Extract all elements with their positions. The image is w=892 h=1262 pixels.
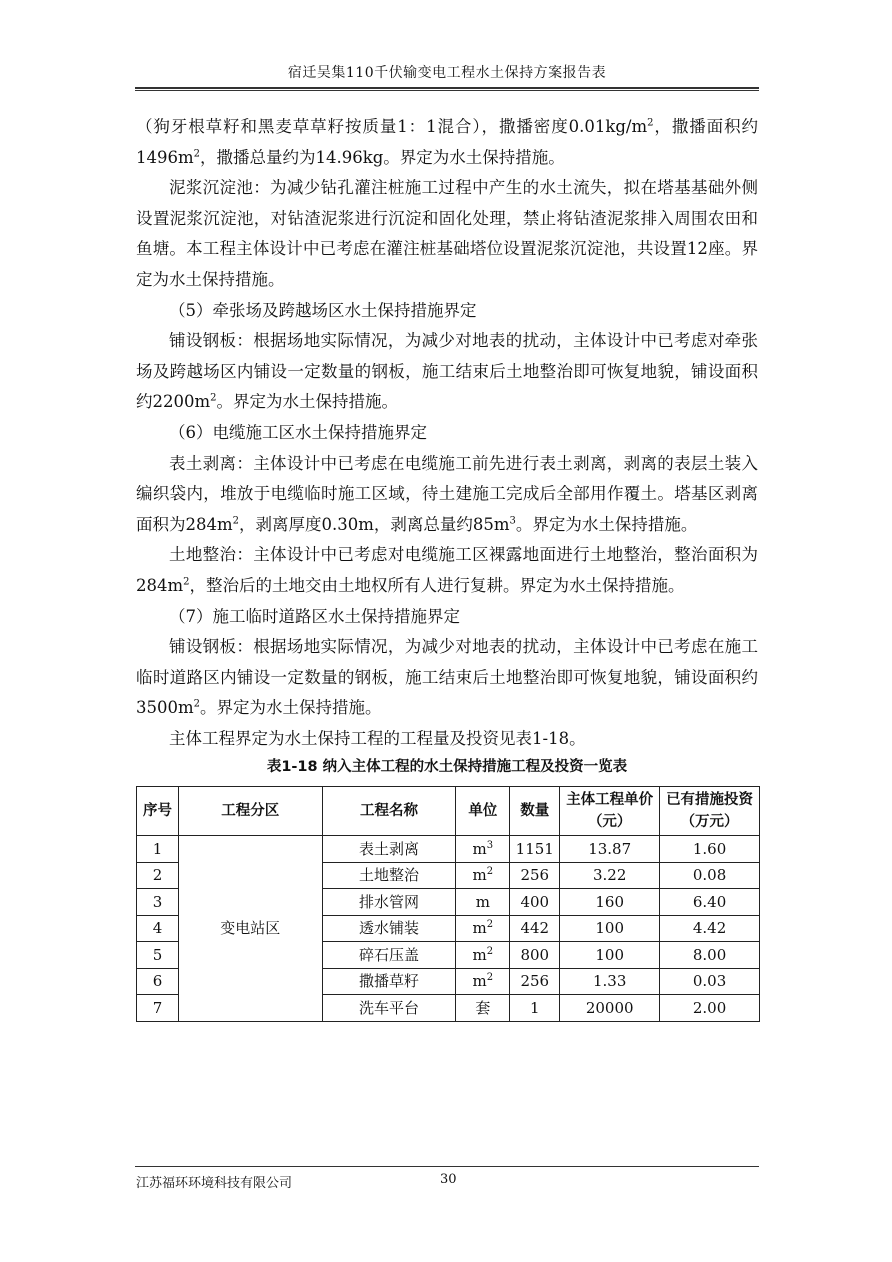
- cell-invest: 4.42: [660, 915, 760, 942]
- cell-price: 13.87: [560, 836, 660, 863]
- unit-superscript: 2: [486, 972, 494, 984]
- unit-text: m: [472, 945, 487, 964]
- paragraph-steel-plate-2: 铺设钢板：根据场地实际情况，为减少对地表的扰动，主体设计中已考虑在施工临时道路区内铺设一定数量的钢板，施工结束后土地整治即可恢复地貌，铺设面积约$3500m^2$。界定为水土保持措施。: [136, 637, 758, 718]
- paragraph-table-intro: 主体工程界定为水土保持工程的工程量及投资见表1-18。: [169, 728, 586, 748]
- cell-invest: 2.00: [660, 995, 760, 1022]
- cell-no: 2: [137, 862, 179, 889]
- unit-text: m: [472, 972, 487, 991]
- header-rule: [135, 87, 759, 89]
- cell-area: 变电站区: [178, 836, 322, 1022]
- paragraph-steel-plate-1: 铺设钢板：根据场地实际情况，为减少对地表的扰动，主体设计中已考虑对牵张场及跨越场区内铺设一定数量的钢板，施工结束后土地整治即可恢复地貌，铺设面积约$2200m^2$。界定为水土保持措施。: [136, 331, 758, 412]
- cell-unit: [456, 942, 510, 969]
- cell-no: 6: [137, 968, 179, 995]
- cell-name: 碎石压盖: [322, 942, 456, 969]
- col-header-invest: 已有措施投资（万元）: [660, 787, 760, 836]
- unit-text: m: [472, 866, 487, 885]
- cell-price: 160: [560, 889, 660, 916]
- cell-name: 洗车平台: [322, 995, 456, 1022]
- cell-name: 排水管网: [322, 889, 456, 916]
- cell-unit: [456, 862, 510, 889]
- cell-invest: 1.60: [660, 836, 760, 863]
- cell-qty: 256: [510, 862, 560, 889]
- cell-qty: 1: [510, 995, 560, 1022]
- section-heading-5: （5）牵张场及跨越场区水土保持措施界定: [169, 300, 477, 320]
- cell-qty: 442: [510, 915, 560, 942]
- cell-price: 100: [560, 915, 660, 942]
- cell-invest: 0.03: [660, 968, 760, 995]
- cell-unit: [456, 889, 510, 916]
- unit-superscript: 3: [486, 839, 494, 851]
- paragraph-land-reclaim: 土地整治：主体设计中已考虑对电缆施工区裸露地面进行土地整治，整治面积为$284m^2$，整治后的土地交由土地权所有人进行复耕。界定为水土保持措施。: [136, 545, 758, 595]
- col-header-area: 工程分区: [178, 787, 322, 836]
- col-header-no: 序号: [137, 787, 179, 836]
- paragraph-topsoil: 表土剥离：主体设计中已考虑在电缆施工前先进行表土剥离，剥离的表层土装入编织袋内，堆放于电缆临时施工区域，待土建施工完成后全部用作覆土。塔基区剥离面积为$284m^2$，剥离厚度0.30m，剥离总量约$85m^3$。界定为水土保持措施。: [136, 453, 758, 534]
- footer-rule: [135, 1166, 759, 1167]
- unit-superscript: 2: [486, 919, 494, 931]
- cell-unit: [456, 968, 510, 995]
- paragraph-mud-pool: 泥浆沉淀池：为减少钻孔灌注桩施工过程中产生的水土流失，拟在塔基基础外侧设置泥浆沉淀池，对钻渣泥浆进行沉淀和固化处理，禁止将钻渣泥浆排入周围农田和鱼塘。本工程主体设计中已考虑在灌注桩基础塔位设置泥浆沉淀池，共设置12座。界定为水土保持措施。: [136, 178, 758, 289]
- cell-name: 撒播草籽: [322, 968, 456, 995]
- cell-name: 透水铺装: [322, 915, 456, 942]
- section-heading-7: （7）施工临时道路区水土保持措施界定: [169, 606, 460, 626]
- document-body: [136, 112, 758, 1022]
- cell-qty: 800: [510, 942, 560, 969]
- cell-qty: 1151: [510, 836, 560, 863]
- col-header-qty: 数量: [510, 787, 560, 836]
- cell-unit: [456, 836, 510, 863]
- cell-no: 3: [137, 889, 179, 916]
- col-header-price: 主体工程单价（元）: [560, 787, 660, 836]
- cell-price: 3.22: [560, 862, 660, 889]
- footer-company: 江苏福环环境科技有限公司: [136, 1176, 293, 1191]
- cell-unit: [456, 995, 510, 1022]
- investment-table: [136, 786, 760, 1022]
- table-caption: 表1-18 纳入主体工程的水土保持措施工程及投资一览表: [266, 759, 628, 776]
- cell-price: 1.33: [560, 968, 660, 995]
- cell-no: 7: [137, 995, 179, 1022]
- unit-superscript: 2: [486, 945, 494, 957]
- col-header-unit: 单位: [456, 787, 510, 836]
- cell-no: 4: [137, 915, 179, 942]
- table-header-row: [137, 787, 760, 836]
- page-header-title: 宿迁吴集110千伏输变电工程水土保持方案报告表: [287, 65, 607, 81]
- unit-superscript: 2: [486, 866, 494, 878]
- section-heading-6: （6）电缆施工区水土保持措施界定: [169, 422, 427, 442]
- cell-name: 表土剥离: [322, 836, 456, 863]
- cell-invest: 8.00: [660, 942, 760, 969]
- cell-qty: 256: [510, 968, 560, 995]
- unit-text: m: [472, 919, 487, 938]
- cell-price: 20000: [560, 995, 660, 1022]
- cell-name: 土地整治: [322, 862, 456, 889]
- unit-text: 套: [475, 998, 491, 1017]
- header-rule-thin: [135, 90, 759, 91]
- cell-price: 100: [560, 942, 660, 969]
- paragraph-seeding: （狗牙根草籽和黑麦草草籽按质量1：1混合），撒播密度$0.01kg/m^2$，撒播面积约$1496m^2$，撒播总量约为14.96kg。界定为水土保持措施。: [136, 117, 759, 167]
- cell-unit: [456, 915, 510, 942]
- cell-qty: 400: [510, 889, 560, 916]
- cell-no: 1: [137, 836, 179, 863]
- unit-text: m: [472, 839, 487, 858]
- cell-invest: 6.40: [660, 889, 760, 916]
- unit-text: m: [475, 892, 490, 911]
- page-number: 30: [440, 1172, 457, 1187]
- cell-invest: 0.08: [660, 862, 760, 889]
- cell-no: 5: [137, 942, 179, 969]
- col-header-name: 工程名称: [322, 787, 456, 836]
- table-row: [137, 836, 760, 863]
